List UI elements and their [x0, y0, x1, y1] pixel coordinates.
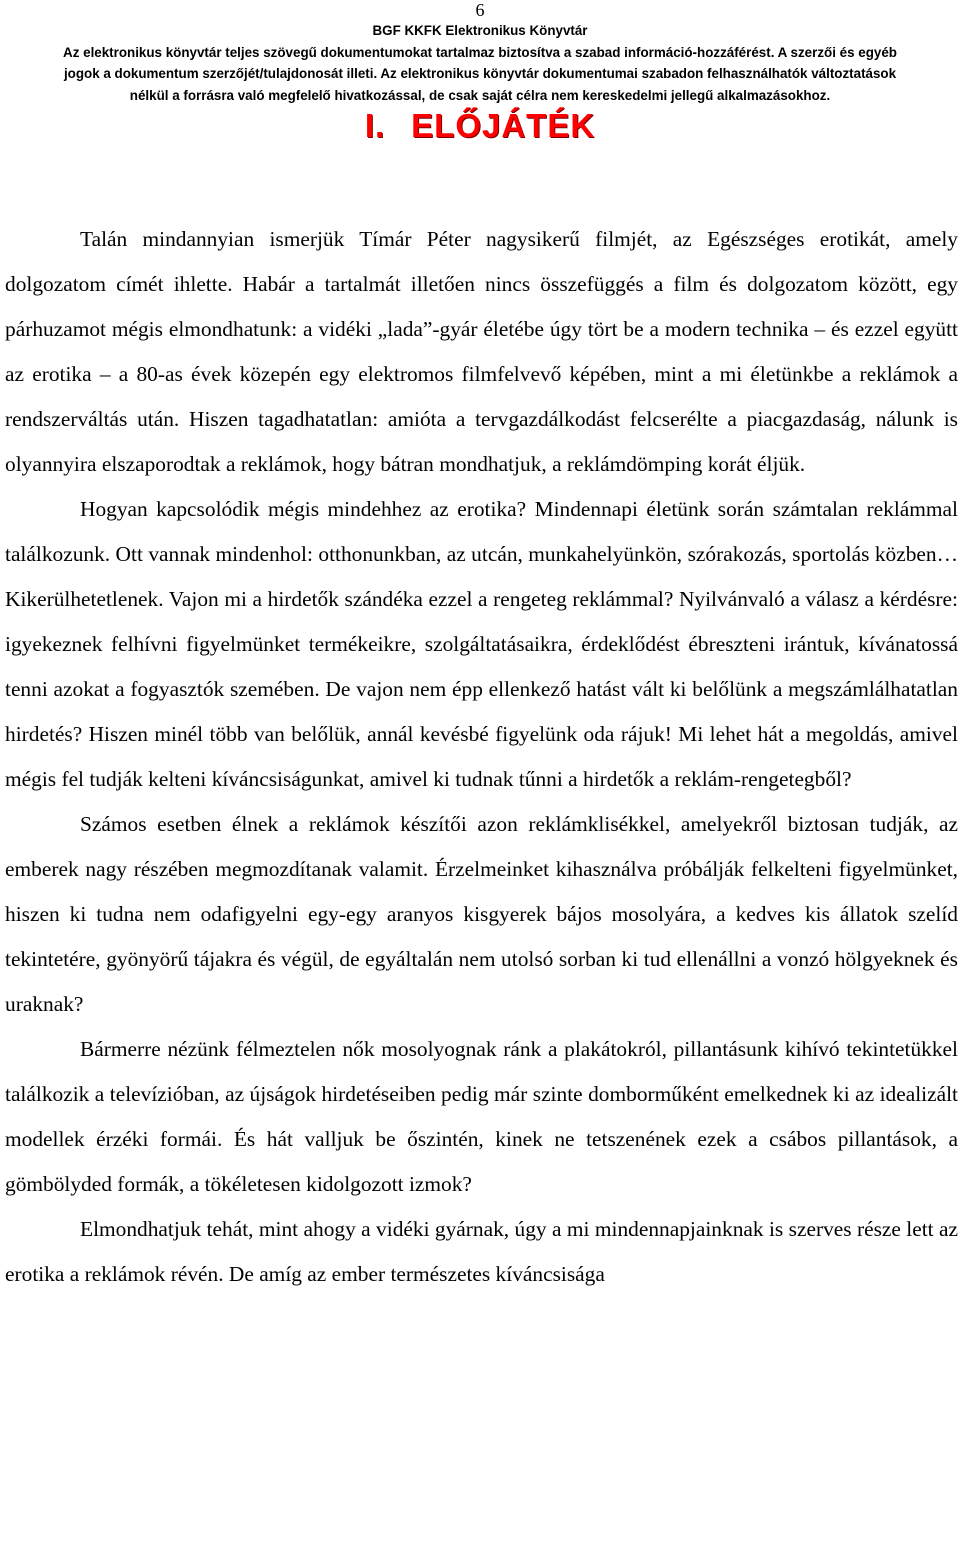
paragraph: Számos esetben élnek a reklámok készítői azon reklámklisékkel, amelyekről biztosan tudják, az emberek nagy részében megmozdítanak valamit. Érzelmeinket kihasználva próbálják felkelteni figyelmünket, hiszen ki tudna nem odafigyelni egy-egy aranyos kisgyerek bájos mosolyára, a kedves kis állatok szelíd tekintetére, gyönyörű tájakra és végül, de egyáltalán nem utolsó sorban ki tud ellenállni a vonzó hölgyeknek és uraknak?	[5, 812, 958, 1016]
library-name: BGF KKFK Elektronikus Könyvtár	[372, 23, 588, 38]
chapter-title: ELŐJÁTÉK	[411, 107, 596, 144]
page-number: 6	[475, 0, 485, 20]
copyright-notice-line-1: Az elektronikus könyvtár teljes szövegű dokumentumokat tartalmaz biztosítva a szabad információ-hozzáférést. A szerzői és egyéb	[63, 44, 897, 60]
copyright-notice-line-2: jogok a dokumentum szerzőjét/tulajdonosát illeti. Az elektronikus könyvtár dokumentumai szabadon felhasználhatók változtatások	[63, 66, 897, 81]
chapter-number: I.	[364, 107, 386, 144]
library-header	[0, 20, 960, 106]
paragraph: Elmondhatjuk tehát, mint ahogy a vidéki gyárnak, úgy a mi mindennapjainknak is szerves része lett az erotika a reklámok révén. De amíg az ember természetes kíváncsisága	[5, 1217, 958, 1286]
paragraph: Talán mindannyian ismerjük Tímár Péter nagysikerű filmjét, az Egészséges erotikát, amely dolgozatom címét ihlette. Habár a tartalmát illetően nincs összefüggés a film és dolgozatom között, egy párhuzamot mégis elmondhatunk: a vidéki „lada”-gyár életébe úgy tört be a modern technika – és ezzel együtt az erotika – a 80-as évek közepén egy elektromos filmfelvevő képében, mint a mi életünkbe a reklámok a rendszerváltás után. Hiszen tagadhatatlan: amióta a tervgazdálkodást felcserélte a piacgazdaság, nálunk is olyannyira elszaporodtak a reklámok, hogy bátran mondhatjuk, a reklámdömping korát éljük.	[5, 227, 958, 476]
paragraph: Hogyan kapcsolódik mégis mindehhez az erotika? Mindennapi életünk során számtalan reklámmal találkozunk. Ott vannak mindenhol: otthonunkban, az utcán, munkahelyünkön, szórakozás, sportolás közben… Kikerülhetetlenek. Vajon mi a hirdetők szándéka ezzel a rengeteg reklámmal? Nyilvánvaló a válasz a kérdésre: igyekeznek felhívni figyelmünket termékeikre, szolgáltatásaikra, érdeklődést ébreszteni irántuk, kívánatossá tenni azokat a fogyasztók szemében. De vajon nem épp ellenkező hatást vált ki belőlünk a megszámlálhatatlan hirdetés? Hiszen minél több van belőlük, annál kevésbé figyelünk oda rájuk! Mi lehet hát a megoldás, amivel mégis fel tudják kelteni kíváncsiságunkat, amivel ki tudnak tűnni a hirdetők a reklám-rengetegből?	[5, 497, 958, 791]
body-text	[5, 217, 958, 1297]
copyright-notice-line-3: nélkül a forrásra való megfelelő hivatkozással, de csak saját célra nem kereskedelmi jellegű alkalmazásokhoz.	[129, 87, 831, 103]
chapter-heading	[0, 106, 960, 146]
paragraph: Bármerre nézünk félmeztelen nők mosolyognak ránk a plakátokról, pillantásunk kihívó tekintetükkel találkozik a televízióban, az újságok hirdetéseiben pedig már szinte domborműként emelkednek ki az idealizált modellek érzéki formái. És hát valljuk be őszintén, kinek ne tetszenének ezek a csábos pillantások, a gömbölyded formák, a tökéletesen kidolgozott izmok?	[5, 1037, 958, 1196]
